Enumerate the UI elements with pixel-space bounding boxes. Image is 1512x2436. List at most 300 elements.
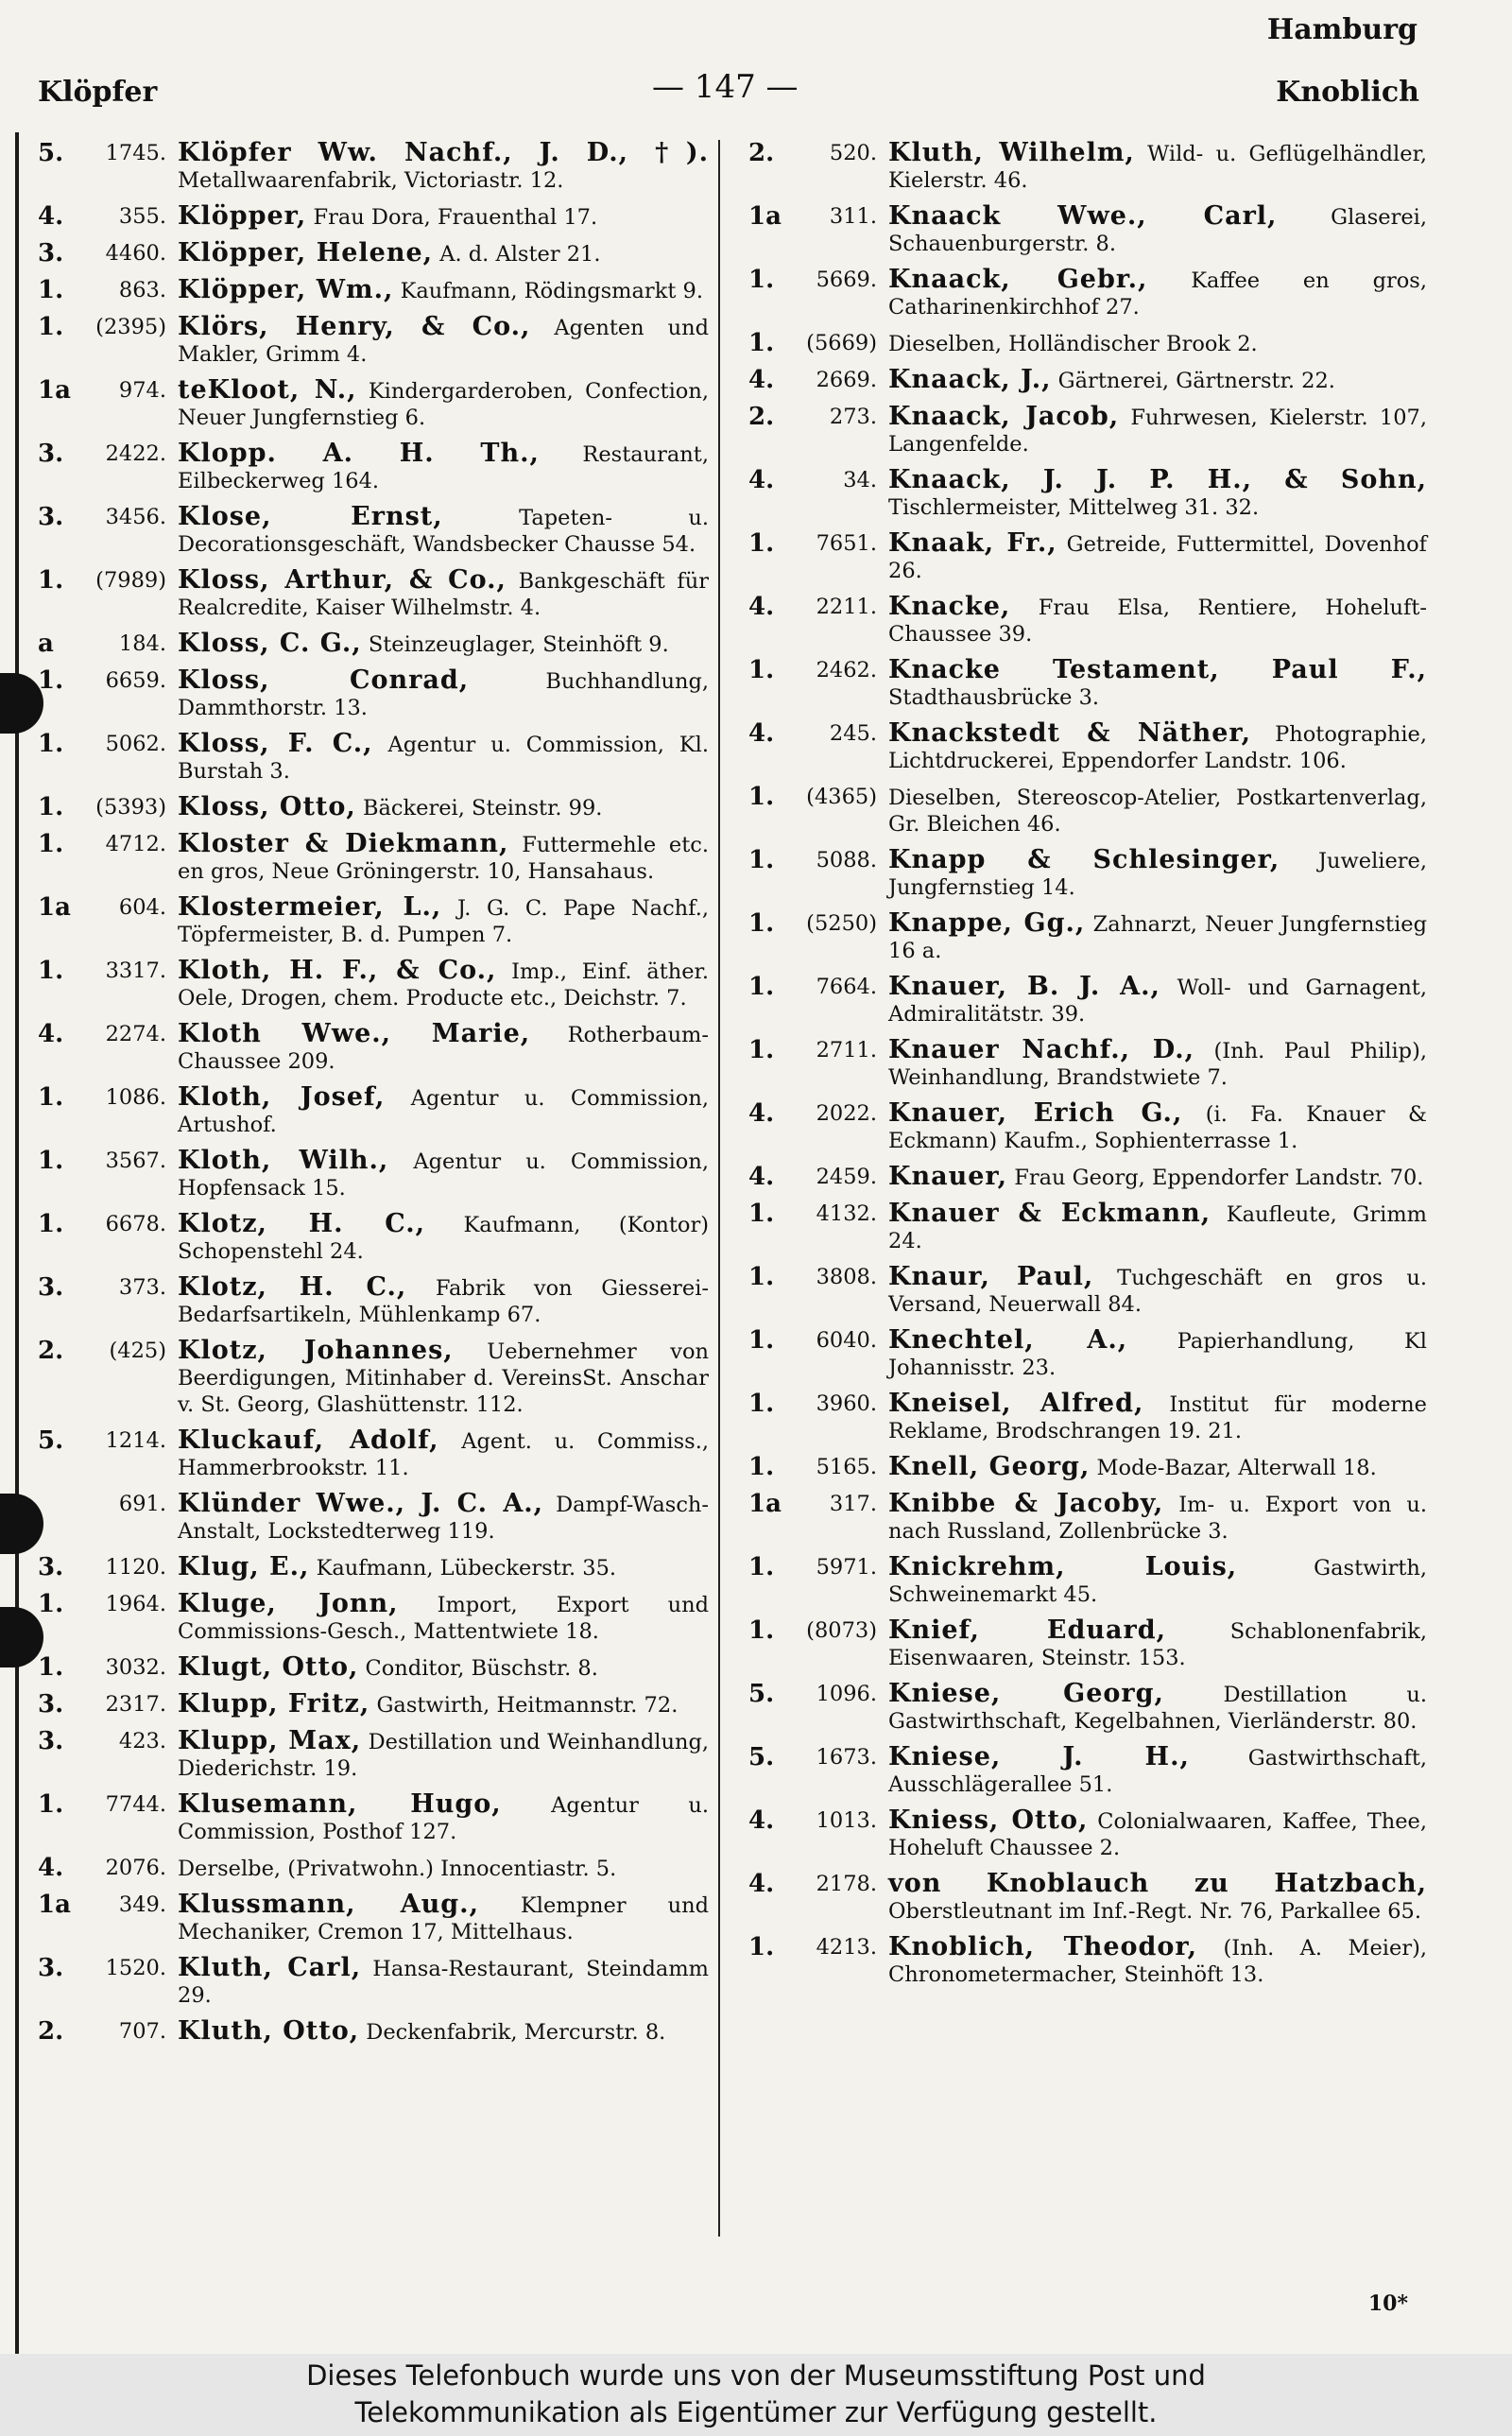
- phone-number: 1120.: [105, 1555, 166, 1580]
- subscriber-name: Kniess, Otto,: [888, 1805, 1089, 1835]
- directory-entry: [38, 1654, 709, 1682]
- phone-number: 5165.: [816, 1455, 877, 1479]
- phone-number: 1096.: [816, 1682, 877, 1706]
- phone-number: 1673.: [816, 1745, 877, 1770]
- exchange-prefix: 1.: [38, 1790, 64, 1819]
- entry-details: Agentur u. Commission, Posthof 127.: [178, 1793, 710, 1844]
- entry-details: Zahnarzt, Neuer Jungfernstieg 16 a.: [888, 912, 1427, 963]
- subscriber-name: Kloss, F. C.,: [178, 729, 373, 758]
- subscriber-name: Klostermeier, L.,: [178, 892, 442, 922]
- directory-entry: [38, 277, 709, 304]
- directory-entry: [748, 1807, 1427, 1861]
- directory-entry: [748, 974, 1427, 1028]
- exchange-prefix: 1.: [748, 529, 775, 558]
- phone-number: 974.: [118, 378, 166, 403]
- directory-entry: [748, 720, 1427, 774]
- subscriber-name: Knauer, Erich G.,: [888, 1098, 1183, 1128]
- subscriber-name: Klugt, Otto,: [178, 1652, 359, 1682]
- phone-number: 6678.: [105, 1212, 166, 1236]
- subscriber-name: Kloss, Arthur, & Co.,: [178, 565, 507, 595]
- entry-body: [888, 404, 1427, 458]
- subscriber-name: Kniese, J. H.,: [888, 1742, 1190, 1771]
- entry-details: Stadthausbrücke 3.: [888, 685, 1100, 710]
- subscriber-name: Knoblich, Theodor,: [888, 1932, 1198, 1961]
- phone-number: (5393): [95, 795, 166, 820]
- entry-details: Wild- u. Geflügelhändler, Kielerstr. 46.: [888, 142, 1428, 193]
- footer-line-1: Dieses Telefonbuch wurde uns von der Museumsstiftung Post und: [306, 2359, 1206, 2392]
- exchange-prefix: 2.: [38, 1337, 64, 1365]
- subscriber-name: von Knoblauch zu Hatzbach,: [888, 1869, 1427, 1898]
- subscriber-name: Knappe, Gg.,: [888, 908, 1086, 938]
- entry-details: Gastwirthschaft, Ausschlägerallee 51.: [888, 1746, 1428, 1797]
- entry-details: Kaufmann, Rödingsmarkt 9.: [400, 279, 703, 303]
- entry-body: [888, 910, 1427, 964]
- exchange-prefix: 1.: [748, 846, 775, 874]
- entry-body: [178, 1791, 709, 1845]
- subscriber-name: Kluge, Jonn,: [178, 1589, 399, 1618]
- subscriber-name: Klose, Ernst,: [178, 502, 443, 531]
- phone-number: 5062.: [105, 732, 166, 756]
- entry-details: Frau Georg, Eppendorfer Landstr. 70.: [1014, 1166, 1424, 1190]
- entry-body: [888, 1871, 1427, 1925]
- entry-details: Oberstleutnant im Inf.-Regt. Nr. 76, Parkallee 65.: [888, 1899, 1422, 1924]
- entry-body: [178, 1554, 709, 1581]
- entry-body: [178, 2018, 709, 2046]
- entry-details: Import, Export und Commissions-Gesch., Mattentwiete 18.: [178, 1593, 710, 1644]
- left-column: [38, 140, 709, 2055]
- directory-entry: [748, 657, 1427, 711]
- exchange-prefix: 5.: [38, 1426, 64, 1455]
- entry-body: [888, 1491, 1427, 1545]
- exchange-prefix: 1.: [748, 1263, 775, 1291]
- entry-details: Colonialwaaren, Kaffee, Thee, Hoheluft Chaussee 2.: [888, 1809, 1428, 1860]
- entry-details: Tischlermeister, Mittelweg 31. 32.: [888, 495, 1260, 520]
- directory-entry: [38, 794, 709, 821]
- directory-entry: [748, 1164, 1427, 1191]
- entry-details: Gastwirth, Schweinemarkt 45.: [888, 1556, 1428, 1607]
- directory-entry: [748, 910, 1427, 964]
- entry-body: [888, 1264, 1427, 1318]
- entry-body: [178, 1892, 709, 1945]
- entry-details: Frau Dora, Frauenthal 17.: [313, 205, 598, 230]
- directory-entry: [38, 1892, 709, 1945]
- phone-number: 2711.: [816, 1038, 877, 1063]
- exchange-prefix: 4.: [748, 1099, 775, 1128]
- entry-body: [888, 594, 1427, 648]
- exchange-prefix: 1a: [38, 376, 71, 405]
- phone-number: 1086.: [105, 1085, 166, 1110]
- exchange-prefix: 4.: [748, 593, 775, 621]
- subscriber-name: Knibbe & Jacoby,: [888, 1489, 1164, 1518]
- phone-number: 373.: [118, 1275, 166, 1300]
- entry-details: Bäckerei, Steinstr. 99.: [362, 796, 603, 821]
- entry-details: Kaufmann, Lübeckerstr. 35.: [316, 1556, 617, 1581]
- phone-number: 3317.: [105, 959, 166, 983]
- entry-details: Imp., Einf. äther. Oele, Drogen, chem. Producte etc., Deichstr. 7.: [178, 959, 709, 1011]
- entry-body: [888, 1164, 1427, 1191]
- entry-body: [888, 1391, 1427, 1444]
- entry-details: Bankgeschäft für Realcredite, Kaiser Wilhelmstr. 4.: [178, 569, 709, 620]
- phone-number: 423.: [118, 1729, 166, 1754]
- subscriber-name: Knaack Wwe., Carl,: [888, 201, 1278, 231]
- directory-entry: [748, 367, 1427, 394]
- entry-details: Glaserei, Schauenburgerstr. 8.: [888, 205, 1427, 256]
- directory-entry: [748, 267, 1427, 320]
- phone-number: 4712.: [105, 832, 166, 856]
- entry-body: [888, 1201, 1427, 1254]
- entry-details: Gärtnerei, Gärtnerstr. 22.: [1057, 369, 1335, 393]
- subscriber-name: Klöpper,: [178, 201, 307, 231]
- exchange-prefix: 1.: [38, 566, 64, 595]
- phone-number: 34.: [843, 468, 877, 492]
- entry-body: [178, 1021, 709, 1075]
- entry-body: [178, 631, 709, 658]
- entry-details: Photographie, Lichtdruckerei, Eppendorfer Landstr. 106.: [888, 722, 1428, 773]
- phone-number: 1745.: [105, 141, 166, 165]
- directory-entry: [748, 1934, 1427, 1988]
- subscriber-name: Knapp & Schlesinger,: [888, 845, 1280, 874]
- exchange-prefix: 4.: [38, 202, 64, 231]
- exchange-prefix: 1.: [748, 909, 775, 938]
- directory-entry: [38, 240, 709, 268]
- directory-entry: [748, 330, 1427, 357]
- directory-entry: [38, 831, 709, 885]
- header-left-keyword: Klöpfer: [38, 76, 158, 109]
- exchange-prefix: 1.: [38, 313, 64, 341]
- exchange-prefix: 2.: [748, 403, 775, 431]
- exchange-prefix: 1a: [38, 1891, 71, 1919]
- exchange-prefix: 1.: [748, 1553, 775, 1581]
- phone-number: 3032.: [105, 1655, 166, 1680]
- entry-body: [178, 1654, 709, 1682]
- directory-entry: [748, 784, 1427, 838]
- subscriber-name: Kluth, Carl,: [178, 1953, 362, 1982]
- entry-body: [888, 974, 1427, 1028]
- subscriber-name: Klotz, H. C.,: [178, 1209, 426, 1238]
- directory-entry: [748, 1037, 1427, 1091]
- exchange-prefix: 1a: [748, 202, 782, 231]
- directory-entry: [748, 1617, 1427, 1671]
- exchange-prefix: 1.: [748, 1933, 775, 1961]
- exchange-prefix: 1a: [748, 1490, 782, 1518]
- entry-body: [888, 203, 1427, 257]
- directory-entry: [38, 1955, 709, 2009]
- entry-body: [888, 784, 1427, 838]
- entry-body: [178, 1148, 709, 1201]
- subscriber-name: Kloth, Wilh.,: [178, 1146, 389, 1175]
- entry-body: [888, 1454, 1427, 1481]
- exchange-prefix: 1.: [38, 276, 64, 304]
- entry-details: Agenten und Makler, Grimm 4.: [178, 316, 709, 367]
- exchange-prefix: 1.: [748, 1390, 775, 1418]
- entry-body: [888, 1617, 1427, 1671]
- directory-entry: [38, 1148, 709, 1201]
- exchange-prefix: [38, 1491, 72, 1545]
- entry-body: [888, 1807, 1427, 1861]
- entry-details: Dieselben, Holländischer Brook 2.: [888, 332, 1258, 356]
- phone-number: 2422.: [105, 441, 166, 466]
- directory-entry: [38, 504, 709, 558]
- exchange-prefix: 1.: [748, 1453, 775, 1481]
- entry-body: [888, 267, 1427, 320]
- exchange-prefix: 1.: [748, 656, 775, 684]
- directory-entry: [38, 667, 709, 721]
- entry-details: Metallwaarenfabrik, Victoriastr. 12.: [178, 168, 564, 193]
- entry-details: (i. Fa. Knauer & Eckmann) Kaufm., Sophienterrasse 1.: [888, 1102, 1427, 1153]
- phone-number: 2022.: [816, 1101, 877, 1126]
- directory-entry: [38, 731, 709, 785]
- entry-details: Schablonenfabrik, Eisenwaaren, Steinstr. 153.: [888, 1619, 1427, 1670]
- entry-details: Getreide, Futtermittel, Dovenhof 26.: [888, 532, 1427, 583]
- entry-body: [178, 958, 709, 1011]
- binding-edge: [15, 132, 19, 2354]
- phone-number: 1214.: [105, 1428, 166, 1453]
- entry-details: Gastwirth, Heitmannstr. 72.: [376, 1693, 679, 1718]
- entry-details: Steinzeuglager, Steinhöft 9.: [368, 632, 669, 657]
- phone-number: 7664.: [816, 975, 877, 999]
- exchange-prefix: 3.: [38, 503, 64, 531]
- entry-body: [178, 794, 709, 821]
- phone-number: 1520.: [105, 1956, 166, 1980]
- exchange-prefix: 4.: [38, 1020, 64, 1048]
- exchange-prefix: 1.: [38, 793, 64, 821]
- subscriber-name: Knechtel, A.,: [888, 1325, 1128, 1355]
- phone-number: 2459.: [816, 1165, 877, 1189]
- phone-number: 2317.: [105, 1692, 166, 1717]
- directory-entry: [38, 567, 709, 621]
- entry-body: [178, 1955, 709, 2009]
- directory-entry: [748, 1491, 1427, 1545]
- exchange-prefix: a: [38, 630, 54, 658]
- phone-number: 2076.: [105, 1856, 166, 1880]
- subscriber-name: Knickrehm, Louis,: [888, 1552, 1238, 1581]
- entry-details: Hansa-Restaurant, Steindamm 29.: [178, 1957, 710, 2008]
- exchange-prefix: 1.: [748, 973, 775, 1001]
- entry-body: [178, 240, 709, 268]
- entry-details: Tuchgeschäft en gros u. Versand, Neuerwall 84.: [888, 1266, 1427, 1317]
- directory-entry: [38, 1338, 709, 1418]
- subscriber-name: Knauer Nachf., D.,: [888, 1035, 1195, 1064]
- exchange-prefix: 1.: [748, 329, 775, 357]
- directory-entry: [38, 2018, 709, 2046]
- subscriber-name: Kneisel, Alfred,: [888, 1389, 1144, 1418]
- subscriber-name: Knaak, Fr.,: [888, 528, 1057, 558]
- subscriber-name: Klünder Wwe., J. C. A.,: [178, 1489, 544, 1518]
- entry-body: [888, 1554, 1427, 1608]
- entry-details: Mode-Bazar, Alterwall 18.: [1096, 1456, 1377, 1480]
- directory-entry: [748, 1554, 1427, 1608]
- entry-details: Rotherbaum-Chaussee 209.: [178, 1023, 709, 1074]
- exchange-prefix: 3.: [38, 239, 64, 268]
- exchange-prefix: 1.: [38, 1590, 64, 1618]
- phone-number: 4213.: [816, 1935, 877, 1960]
- directory-entry: [38, 1084, 709, 1138]
- entry-body: [178, 1427, 709, 1481]
- exchange-prefix: 5.: [38, 139, 64, 167]
- phone-number: 2462.: [816, 658, 877, 682]
- subscriber-name: Knauer & Eckmann,: [888, 1199, 1211, 1228]
- entry-body: [178, 203, 709, 231]
- directory-entry: [38, 1427, 709, 1481]
- directory-entry: [748, 140, 1427, 194]
- entry-body: [888, 657, 1427, 711]
- phone-number: 3960.: [816, 1391, 877, 1416]
- subscriber-name: Kluckauf, Adolf,: [178, 1425, 439, 1455]
- entry-details: (Inh. A. Meier), Chronometermacher, Steinhöft 13.: [888, 1936, 1428, 1987]
- subscriber-name: Knaack, J.,: [888, 365, 1052, 394]
- entry-details: Dieselben, Stereoscop-Atelier, Postkartenverlag, Gr. Bleichen 46.: [888, 786, 1427, 837]
- exchange-prefix: 1.: [38, 730, 64, 758]
- subscriber-name: Klotz, Johannes,: [178, 1336, 454, 1365]
- subscriber-name: Knacke,: [888, 592, 1011, 621]
- entry-details: Kaufmann, (Kontor) Schopenstehl 24.: [178, 1213, 709, 1264]
- subscriber-name: Kloss, Otto,: [178, 792, 356, 821]
- directory-entry: [38, 1211, 709, 1265]
- entry-details: (Inh. Paul Philip), Weinhandlung, Brandstwiete 7.: [888, 1039, 1428, 1090]
- phone-number: 4132.: [816, 1201, 877, 1226]
- entry-details: Tapeten- u. Decorationsgeschäft, Wandsbecker Chausse 54.: [178, 506, 710, 557]
- exchange-prefix: 3.: [38, 1954, 64, 1982]
- subscriber-name: Kluth, Wilhelm,: [888, 138, 1135, 167]
- phone-number: 7744.: [105, 1792, 166, 1817]
- entry-details: Derselbe, (Privatwohn.) Innocentiastr. 5.: [178, 1857, 617, 1881]
- exchange-prefix: 3.: [38, 440, 64, 468]
- exchange-prefix: 1.: [748, 783, 775, 811]
- subscriber-name: Knief, Eduard,: [888, 1615, 1167, 1645]
- exchange-prefix: 5.: [748, 1680, 775, 1708]
- entry-details: Klempner und Mechaniker, Cremon 17, Mittelhaus.: [178, 1893, 709, 1944]
- directory-entry: [748, 1681, 1427, 1735]
- directory-entry: [748, 530, 1427, 584]
- entry-body: [178, 377, 709, 431]
- entry-body: [888, 467, 1427, 521]
- exchange-prefix: 1.: [38, 1653, 64, 1682]
- subscriber-name: Kloth, Josef,: [178, 1082, 386, 1112]
- subscriber-name: Klotz, H. C.,: [178, 1272, 407, 1302]
- footer-line-2: Telekommunikation als Eigentümer zur Verfügung gestellt.: [354, 2396, 1158, 2428]
- phone-number: 5669.: [816, 268, 877, 292]
- column-divider: [718, 140, 720, 2237]
- entry-body: [888, 1934, 1427, 1988]
- directory-entry: [38, 958, 709, 1011]
- entry-details: Fabrik von Giesserei-Bedarfsartikeln, Mühlenkamp 67.: [178, 1276, 710, 1327]
- phone-number: 184.: [118, 631, 166, 656]
- phone-number: 2669.: [816, 368, 877, 392]
- exchange-prefix: 1.: [748, 266, 775, 294]
- phone-number: 2211.: [816, 595, 877, 619]
- entry-body: [178, 567, 709, 621]
- entry-body: [888, 367, 1427, 394]
- subscriber-name: Klörs, Henry, & Co.,: [178, 312, 531, 341]
- subscriber-name: Klussmann, Aug.,: [178, 1890, 479, 1919]
- directory-entry: [748, 1327, 1427, 1381]
- entry-body: [888, 1744, 1427, 1798]
- directory-entry: [748, 203, 1427, 257]
- phone-number: (8073): [806, 1618, 877, 1643]
- entry-details: Papierhandlung, Kl Johannisstr. 23.: [888, 1329, 1427, 1380]
- entry-details: Buchhandlung, Dammthorstr. 13.: [178, 669, 709, 720]
- phone-number: (7989): [95, 568, 166, 593]
- subscriber-name: Klusemann, Hugo,: [178, 1789, 502, 1819]
- phone-number: (2395): [95, 315, 166, 339]
- subscriber-name: Knackstedt & Näther,: [888, 718, 1252, 748]
- exchange-prefix: 1.: [38, 666, 64, 695]
- entry-details: Futtermehle etc. en gros, Neue Gröningerstr. 10, Hansahaus.: [178, 833, 709, 884]
- page-number: — 147 —: [652, 68, 799, 106]
- subscriber-name: Knaur, Paul,: [888, 1262, 1094, 1291]
- entry-details: Agentur u. Commission, Kl. Burstah 3.: [178, 733, 709, 784]
- entry-body: [178, 277, 709, 304]
- directory-entry: [38, 1855, 709, 1882]
- entry-body: [888, 1681, 1427, 1735]
- directory-entry: [748, 1100, 1427, 1154]
- phone-number: 2178.: [816, 1872, 877, 1896]
- exchange-prefix: 1.: [748, 1616, 775, 1645]
- directory-entry: [38, 1274, 709, 1328]
- directory-entry: [748, 1744, 1427, 1798]
- entry-body: [178, 1084, 709, 1138]
- entry-details: Dampf-Wasch-Anstalt, Lockstedterweg 119.: [178, 1493, 710, 1544]
- subscriber-name: Knell, Georg,: [888, 1452, 1091, 1481]
- entry-body: [178, 1728, 709, 1782]
- phone-number: 5971.: [816, 1555, 877, 1580]
- phone-number: (4365): [806, 785, 877, 809]
- entry-details: A. d. Alster 21.: [439, 242, 601, 267]
- exchange-prefix: 4.: [748, 719, 775, 748]
- subscriber-name: Kluth, Otto,: [178, 2016, 360, 2046]
- entry-body: [888, 1037, 1427, 1091]
- directory-entry: [748, 1871, 1427, 1925]
- phone-number: 691.: [118, 1492, 166, 1516]
- phone-number: 520.: [829, 141, 877, 165]
- entry-details: Kindergarderoben, Confection, Neuer Jungfernstieg 6.: [178, 379, 709, 430]
- directory-entry: [38, 631, 709, 658]
- exchange-prefix: 1.: [748, 1200, 775, 1228]
- phone-number: (5669): [806, 331, 877, 355]
- entry-details: Juweliere, Jungfernstieg 14.: [888, 849, 1428, 900]
- subscriber-name: Kloth Wwe., Marie,: [178, 1019, 531, 1048]
- entry-body: [178, 504, 709, 558]
- phone-number: 863.: [118, 278, 166, 302]
- entry-details: Kaffee en gros, Catharinenkirchhof 27.: [888, 268, 1427, 320]
- exchange-prefix: 5.: [748, 1743, 775, 1771]
- phone-number: 349.: [118, 1892, 166, 1917]
- subscriber-name: Kloth, H. F., & Co.,: [178, 956, 497, 985]
- subscriber-name: Knaack, J. J. P. H., & Sohn,: [888, 465, 1427, 494]
- exchange-prefix: 4.: [748, 1870, 775, 1898]
- subscriber-name: Knaack, Jacob,: [888, 402, 1120, 431]
- entry-body: [888, 720, 1427, 774]
- directory-entry: [748, 1264, 1427, 1318]
- entry-details: Fuhrwesen, Kielerstr. 107, Langenfelde.: [888, 406, 1427, 457]
- phone-number: 604.: [118, 895, 166, 920]
- subscriber-name: Klöpfer Ww. Nachf., J. D., †).: [178, 138, 709, 167]
- subscriber-name: Klug, E.,: [178, 1552, 310, 1581]
- exchange-prefix: 1.: [38, 957, 64, 985]
- phone-number: 317.: [829, 1492, 877, 1516]
- directory-entry: [38, 441, 709, 494]
- entry-details: Agent. u. Commiss., Hammerbrookstr. 11.: [178, 1429, 709, 1480]
- directory-entry: [38, 1791, 709, 1845]
- exchange-prefix: 3.: [38, 1727, 64, 1755]
- directory-entry: [748, 1391, 1427, 1444]
- entry-body: [178, 1274, 709, 1328]
- exchange-prefix: 1.: [748, 1036, 775, 1064]
- phone-number: 6659.: [105, 668, 166, 693]
- subscriber-name: Klopp. A. H. Th.,: [178, 439, 540, 468]
- exchange-prefix: 1.: [38, 1147, 64, 1175]
- phone-number: 1013.: [816, 1808, 877, 1833]
